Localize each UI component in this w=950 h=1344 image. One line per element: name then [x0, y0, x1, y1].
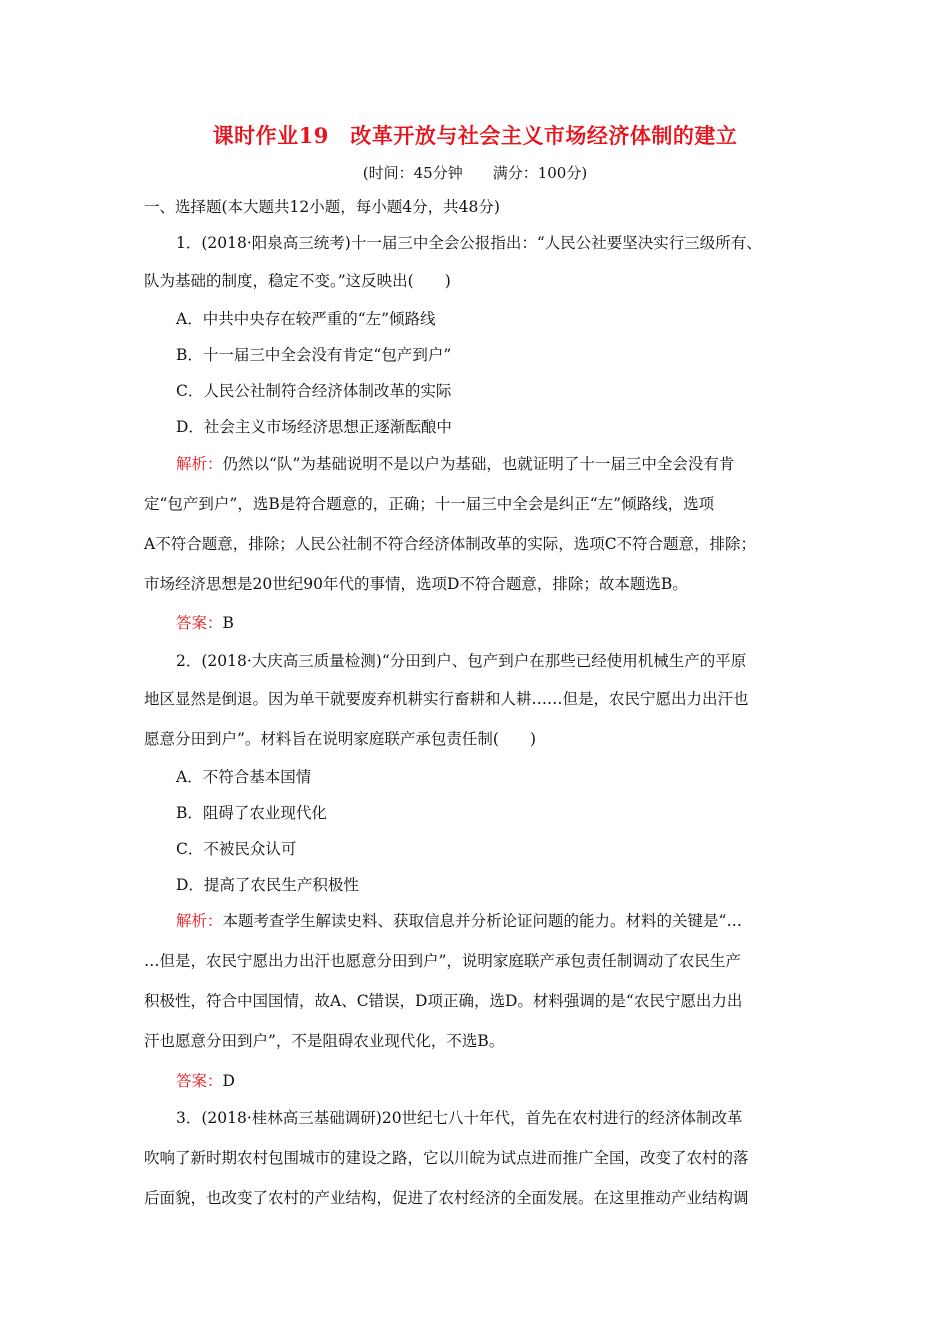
q1-answer-label: 答案：	[176, 614, 223, 632]
q2-stem-line-1: 2．(2018·大庆高三质量检测)“分田到户、包产到户在那些已经使用机械生产的平原	[176, 652, 747, 670]
q2-analysis-line-1	[176, 910, 844, 932]
q1-option-d: D．社会主义市场经济思想正逐渐酝酿中	[176, 418, 452, 436]
q1-option-a: A．中共中央存在较严重的“左”倾路线	[176, 310, 436, 328]
q3-stem-line-3: 后面貌，也改变了农村的产业结构，促进了农村经济的全面发展。在这里推动产业结构调	[144, 1189, 749, 1207]
q2-option-d: D．提高了农民生产积极性	[176, 876, 359, 894]
q3-stem-line-1: 3．(2018·桂林高三基础调研)20世纪七八十年代，首先在农村进行的经济体制改革	[176, 1109, 743, 1127]
q2-answer-value: D	[222, 1072, 235, 1090]
q3-stem-line-2: 吹响了新时期农村包围城市的建设之路，它以川皖为试点进而推广全国，改变了农村的落	[144, 1149, 749, 1167]
q1-analysis-line-3: A不符合题意，排除；人民公社制不符合经济体制改革的实际，选项C不符合题意，排除；	[144, 535, 757, 553]
q1-analysis-line-4: 市场经济思想是20世纪90年代的事情，选项D不符合题意，排除；故本题选B。	[144, 575, 688, 593]
q2-option-b: B．阻碍了农业现代化	[176, 804, 327, 822]
q1-analysis-label: 解析：	[176, 455, 223, 473]
q1-answer-value: B	[222, 614, 234, 632]
q2-answer	[176, 1070, 844, 1092]
section-heading: 一、选择题(本大题共12小题，每小题4分，共48分)	[144, 198, 500, 216]
q1-option-b: B．十一届三中全会没有肯定“包产到户”	[176, 346, 452, 364]
q1-stem-line-1: 1．(2018·阳泉高三统考)十一届三中全会公报指出：“人民公社要坚决实行三级所有、	[176, 234, 762, 252]
q1-analysis-line-1	[176, 453, 844, 475]
q1-analysis-line-2: 定“包产到户”，选B是符合题意的，正确；十一届三中全会是纠正“左”倾路线，选项	[144, 495, 715, 513]
q2-analysis-line-4: 汗也愿意分田到户”，不是阻碍农业现代化，不选B。	[144, 1032, 505, 1050]
q2-analysis-label: 解析：	[176, 912, 223, 930]
q2-analysis-line-2: …但是，农民宁愿出力出汗也愿意分田到户”，说明家庭联产承包责任制调动了农民生产	[144, 952, 741, 970]
q2-stem-line-3: 愿意分田到户”。材料旨在说明家庭联产承包责任制( )	[144, 730, 537, 748]
q1-answer	[176, 612, 844, 634]
q2-stem-line-2: 地区显然是倒退。因为单干就要废弃机耕实行畜耕和人耕……但是，农民宁愿出力出汗也	[144, 690, 749, 708]
q2-answer-label: 答案：	[176, 1072, 223, 1090]
q1-option-c: C．人民公社制符合经济体制改革的实际	[176, 382, 452, 400]
q2-option-c: C．不被民众认可	[176, 840, 297, 858]
q2-option-a: A．不符合基本国情	[176, 768, 312, 786]
q1-analysis-text: 仍然以“队”为基础说明不是以户为基础，也就证明了十一届三中全会没有肯	[222, 455, 735, 473]
page-title: 课时作业19 改革开放与社会主义市场经济体制的建立	[212, 123, 738, 148]
time-score-info: (时间：45分钟 满分：100分)	[362, 164, 588, 182]
q1-stem-line-2: 队为基础的制度，稳定不变。”这反映出( )	[144, 272, 451, 290]
q2-analysis-line-3: 积极性，符合中国国情，故A、C错误，D项正确，选D。材料强调的是“农民宁愿出力出	[144, 992, 743, 1010]
q2-analysis-text: 本题考查学生解读史料、获取信息并分析论证问题的能力。材料的关键是“…	[222, 912, 742, 930]
